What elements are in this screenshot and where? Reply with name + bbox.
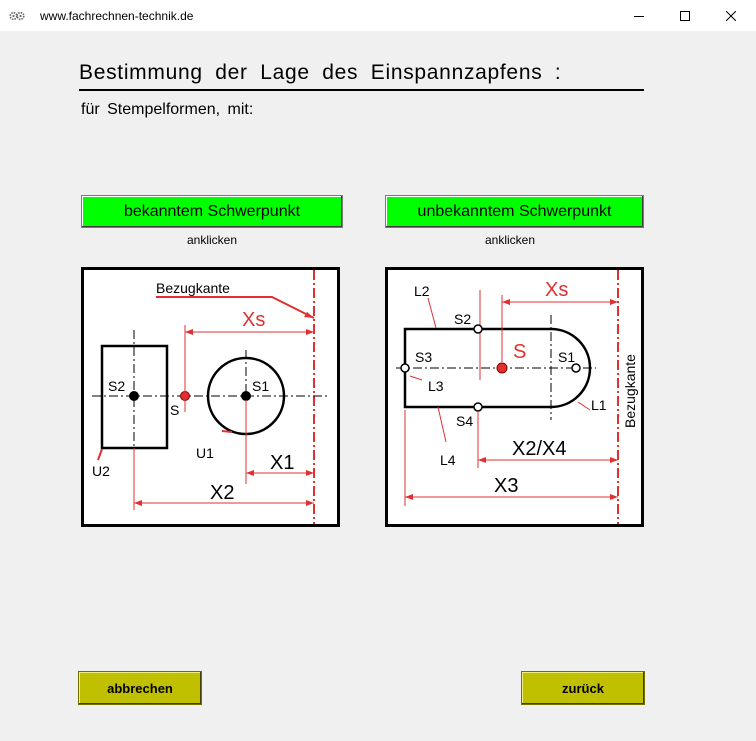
maximize-button[interactable] [662,0,708,31]
known-centroid-diagram[interactable] [81,267,340,527]
s1-label: S1 [252,378,270,394]
u1-label: U1 [196,445,214,461]
reference-edge-leader [156,297,314,318]
page-subtitle: für Stempelformen, mit: [81,101,254,118]
close-button[interactable] [708,0,754,31]
unknown-centroid-button[interactable]: unbekanntem Schwerpunkt [385,195,644,228]
centroid-s1 [572,364,580,372]
reference-edge-label: Bezugkante [156,280,230,296]
s4-label: S4 [456,413,474,429]
close-icon [726,11,736,21]
unknown-centroid-hint: anklicken [484,233,536,247]
x2x4-arrow-right [610,457,618,463]
centroid-s2 [474,325,482,333]
centroid-s3 [401,364,409,372]
centroid-s4 [474,403,482,411]
unknown-centroid-diagram[interactable] [385,267,644,527]
l3-leader [410,376,422,380]
l4-leader [438,407,446,442]
x2-arrow-right [306,500,314,506]
centroid-s1 [241,391,251,401]
known-centroid-drawing [84,270,337,524]
s1-label: S1 [558,349,576,365]
u1-leader [222,431,232,432]
gears-icon [9,9,25,21]
xs-arrow-left [185,329,193,335]
x1-arrow-left [246,470,254,476]
l3-label: L3 [428,378,444,394]
known-centroid-hint: anklicken [186,233,238,247]
x2-label: X2 [210,482,235,504]
s3-label: S3 [415,349,433,365]
minimize-icon [634,11,644,21]
x1-arrow-right [306,470,314,476]
page-title: Bestimmung der Lage des Einspannzapfens : [79,61,562,84]
xs-arrow-right [306,329,314,335]
s2-label: S2 [454,311,472,327]
known-centroid-button[interactable]: bekanntem Schwerpunkt [81,195,343,228]
u2-leader [98,449,102,460]
x1-label: X1 [270,452,295,474]
title-underline [79,89,644,91]
x3-arrow-right [610,494,618,500]
cancel-button[interactable]: abbrechen [78,671,202,705]
x2x4-arrow-left [478,457,486,463]
s-label: S [513,341,527,363]
centroid-s [497,363,507,373]
s2-label: S2 [108,378,126,394]
reference-edge-label: Bezugkante [622,354,638,428]
xs-label: Xs [242,309,266,331]
l1-label: L1 [591,397,607,413]
x2x4-label: X2/X4 [512,438,567,460]
xs-arrow-left [502,299,510,305]
back-button[interactable]: zurück [521,671,645,705]
xs-label: Xs [545,279,569,301]
unknown-centroid-drawing [388,270,641,524]
s-label: S [170,402,180,418]
xs-arrow-right [610,299,618,305]
minimize-button[interactable] [616,0,662,31]
x3-arrow-left [405,494,413,500]
maximize-icon [680,11,690,21]
title-bar [0,0,756,31]
centroid-s2 [129,391,139,401]
l1-leader [578,402,590,410]
l2-leader [428,298,436,328]
x3-label: X3 [494,475,519,497]
u2-label: U2 [92,463,110,479]
l4-label: L4 [440,452,456,468]
window-title: www.fachrechnen-technik.de [40,9,194,23]
x2-arrow-left [134,500,142,506]
l2-label: L2 [414,283,430,299]
